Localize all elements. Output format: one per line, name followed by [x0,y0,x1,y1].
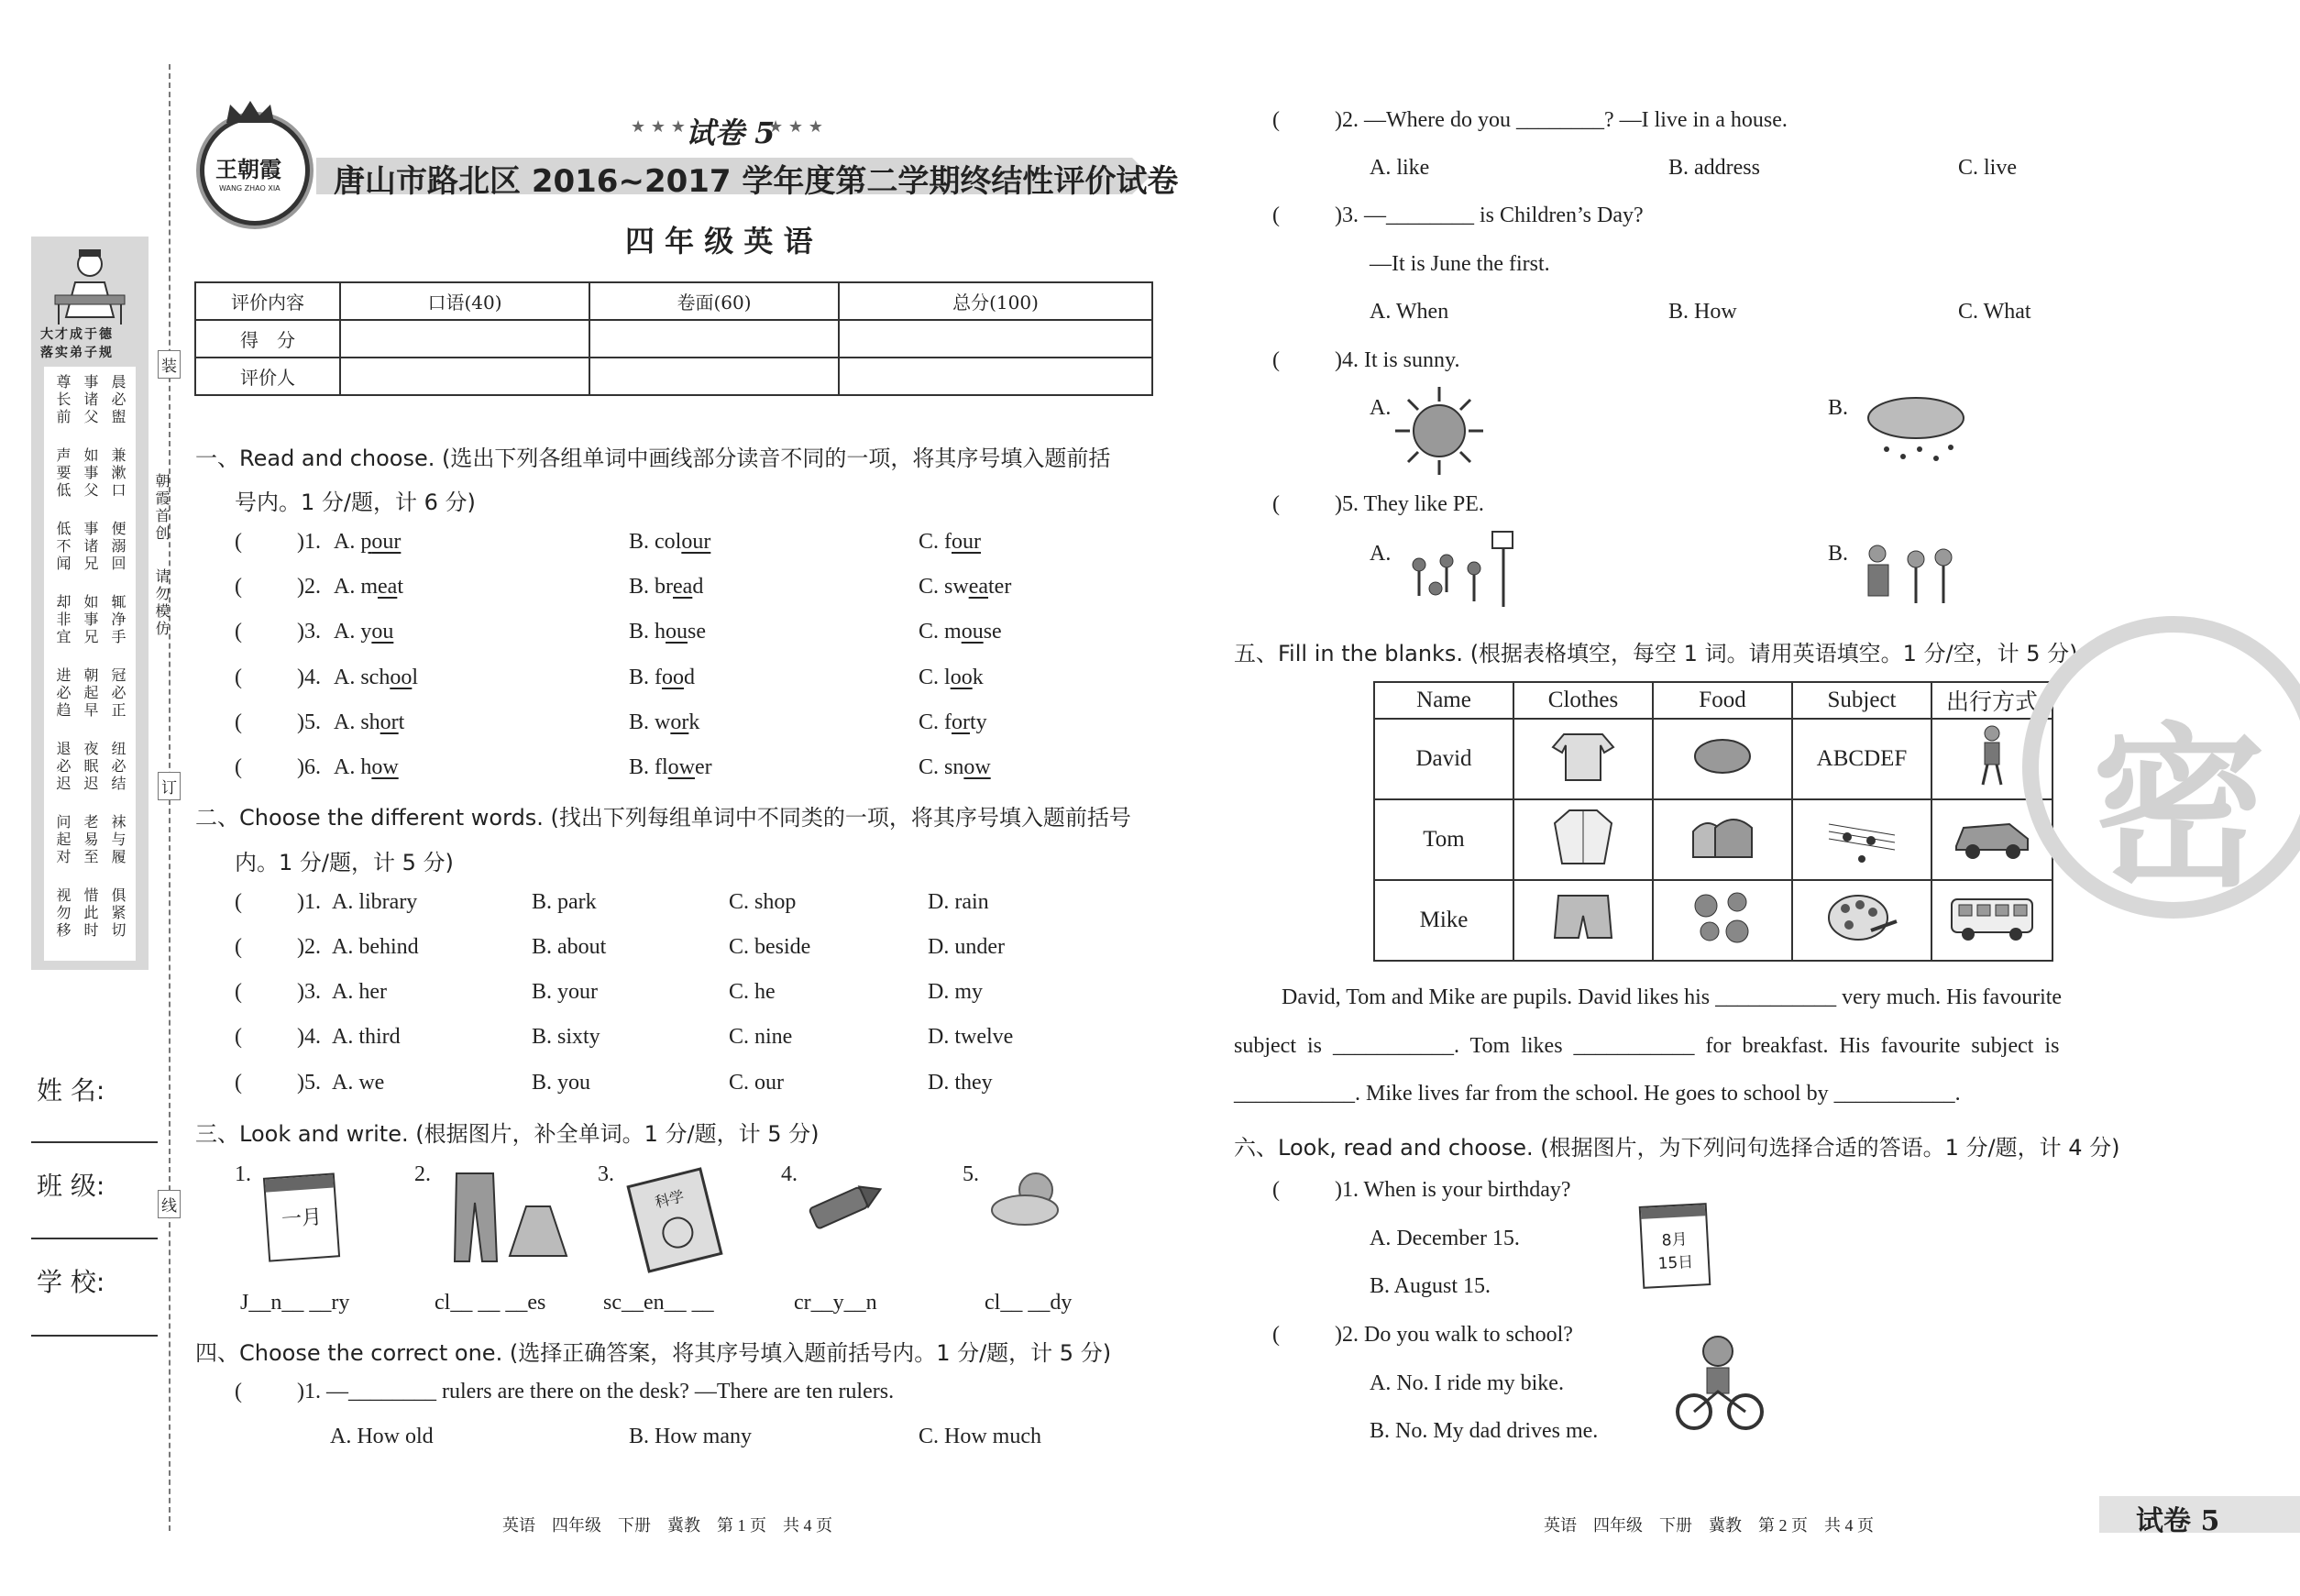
item-number: )3. [297,980,321,1004]
bread-icon [1653,799,1792,880]
s4-q2-opt-a[interactable]: A. like [1370,156,1430,180]
motto-column: 声要低 [54,447,72,500]
motto-column: 俱紧切 [109,887,127,940]
motto-columns [44,367,136,961]
option-d[interactable]: D. rain [928,890,989,914]
option-prefix: A. h [334,755,372,779]
option-suffix: d [684,666,695,689]
answer-paren[interactable]: ( [235,1380,242,1403]
option-b[interactable] [629,710,699,735]
option-c[interactable] [919,620,1002,644]
option-d[interactable]: D. twelve [928,1025,1014,1049]
option-underlined: oo [950,666,973,689]
motto-column: 惜此时 [82,887,99,940]
motto-title-2: 落实弟子规 [40,346,114,360]
s4-q1-opt-c[interactable]: C. How much [919,1425,1041,1448]
answer-paren[interactable]: ( [235,980,242,1004]
option-c[interactable] [919,530,981,555]
s4-q1-opt-b[interactable]: B. How many [629,1425,752,1448]
option-suffix: t [397,575,403,599]
basketball-kids-icon [1403,528,1516,611]
motto-column: 事诸父 [82,374,99,426]
option-b[interactable]: B. your [532,980,598,1004]
s6-q1-opt-a[interactable]: A. December 15. [1370,1227,1520,1250]
s4-q2-opt-c[interactable]: C. live [1958,156,2017,180]
option-prefix: C. sn [919,755,964,779]
option-d[interactable]: D. they [928,1071,993,1095]
shorts-icon [1513,880,1653,961]
option-c[interactable]: C. beside [729,935,811,959]
fill-name-mike: Mike [1374,880,1513,961]
option-a[interactable] [334,530,401,555]
option-underlined: oo [390,666,413,689]
s4-q4-opt-b[interactable]: B. [1828,396,1849,420]
option-c[interactable] [919,710,987,735]
item-number: )3. [297,620,321,644]
s3-num-1: 1. [235,1162,251,1186]
option-part: p [360,530,372,554]
option-prefix: B. w [629,710,671,734]
option-prefix: A. sch [334,666,391,689]
bus-icon [1931,880,2052,961]
s4-q5-opt-b[interactable]: B. [1828,542,1849,566]
option-a[interactable] [334,620,393,644]
option-underlined: ou [961,620,984,644]
option-suffix: ty [970,710,987,734]
section6-heading: 六、Look, read and choose. (根据图片，为下列问句选择合适的答语。1 分/题，计 4 分) [1234,1135,2120,1161]
item-number: )2. [297,935,321,959]
s3-word-4: cr__y__n [794,1291,877,1315]
option-underlined: oo [662,666,684,689]
cloudy-sun-icon [988,1166,1067,1230]
fill-name-david: David [1374,719,1513,799]
option-underlined: ea [378,575,398,599]
option-prefix: B. h [629,620,666,644]
section1-heading: 一、Read and choose. (选出下列各组单词中画线部分读音不同的一项，将其序号填入题前括 [195,446,1111,471]
option-suffix: se [688,620,707,644]
motto-column: 问起对 [54,814,72,866]
option-underlined: ou [666,620,688,644]
option-prefix: B. col [629,530,682,554]
motto-column: 朝起早 [82,667,99,720]
option-underlined: ea [968,575,988,599]
score-header-3: 卷面(60) [589,282,839,320]
option-prefix: C. sw [919,575,969,599]
option-suffix: ter [988,575,1012,599]
option-prefix: C. l [919,666,951,689]
option-c[interactable]: C. he [729,980,776,1004]
motto-column: 事诸兄 [82,521,99,573]
option-suffix: t [398,710,405,734]
score-table [194,281,1153,396]
s4-q1: )1. —________ rulers are there on the desk? —There are ten rulers. [297,1380,895,1403]
answer-paren[interactable]: ( [1272,1323,1280,1347]
option-suffix: se [983,620,1002,644]
score-cell[interactable] [589,358,839,395]
option-suffix: d [692,575,704,599]
sun-icon [1393,385,1485,477]
option-a[interactable] [334,710,404,735]
option-prefix: B. br [629,575,673,599]
item-number: )6. [297,755,321,779]
option-underlined: our [952,530,981,554]
motto-column: 晨必盥 [109,374,127,426]
s4-q4: )4. It is sunny. [1335,348,1460,372]
answer-paren[interactable]: ( [235,666,242,689]
score-cell[interactable] [340,358,589,395]
crayon-icon [805,1177,887,1232]
name-label: 姓 名: [37,1075,105,1106]
option-b[interactable]: B. about [532,935,607,959]
s4-q4-opt-a[interactable]: A. [1370,396,1392,420]
motto-column: 冠必正 [109,667,127,720]
option-c[interactable] [919,755,991,780]
fill-header-clothes: Clothes [1513,682,1653,719]
s4-q2-opt-b[interactable]: B. address [1668,156,1760,180]
item-number: )4. [297,666,321,689]
motto-column: 兼漱口 [109,447,127,500]
stars-left: ★ ★ ★ [631,117,686,137]
school-field[interactable] [31,1335,158,1337]
option-a[interactable]: A. third [332,1025,401,1049]
option-b[interactable] [629,620,706,644]
motto-column: 却非宜 [54,594,72,646]
option-a[interactable]: A. we [332,1071,385,1095]
option-underlined: ow [667,755,696,779]
option-suffix: er [695,755,712,779]
logo-text: 王朝霞 [215,156,281,182]
option-underlined: ow [371,755,399,779]
motto-column: 袜与履 [109,814,127,866]
option-underlined: or [380,710,399,734]
s4-q2: )2. —Where do you ________? —I live in a house. [1335,108,1788,132]
fill-header-name: Name [1374,682,1513,719]
option-suffix: l [412,666,418,689]
sweater-icon [1513,719,1653,799]
answer-paren[interactable]: ( [1272,1178,1280,1202]
motto-column: 尊长前 [54,374,72,426]
answer-paren[interactable]: ( [1272,108,1280,132]
answer-paren[interactable]: ( [235,935,242,959]
rain-cloud-icon [1861,391,1971,473]
s4-q5: )5. They like PE. [1335,492,1484,516]
motto-column: 辄净手 [109,594,127,646]
option-d[interactable]: D. under [928,935,1005,959]
exam-subtitle: 四 年 级 英 语 [625,224,813,259]
section2-heading: 二、Choose the different words. (找出下列每组单词中不同类的一项，将其序号填入题前括号 [195,805,1131,831]
s3-word-1: J__n__ __ry [240,1291,350,1315]
motto-panel [31,237,149,970]
calendar-text: 一月 [281,1205,323,1232]
fill-david-subject: ABCDEF [1792,719,1931,799]
motto-column: 纽必结 [109,741,127,793]
bike-boy-icon [1674,1333,1766,1434]
item-number: )1. [297,530,321,554]
item-number: )5. [297,1071,321,1095]
motto-column: 视勿移 [54,887,72,940]
exam-title: 唐山市路北区 2016~2017 学年度第二学期终结性评价试卷 [334,163,1179,200]
answer-paren[interactable]: ( [235,755,242,779]
option-b[interactable]: B. sixty [532,1025,600,1049]
s4-q3-opt-a[interactable]: A. When [1370,300,1449,324]
music-notes-icon [1792,799,1931,880]
score-row-label: 评价人 [195,358,340,395]
option-underlined: ow [963,755,991,779]
option-c[interactable]: C. nine [729,1025,793,1049]
s5-passage-3: ___________. Mike lives far from the school. He goes to school by ___________. [1234,1082,1961,1106]
option-b[interactable] [629,666,695,690]
option-b[interactable]: B. you [532,1071,591,1095]
fill-name-tom: Tom [1374,799,1513,880]
option-b[interactable] [629,575,703,600]
option-underlined: ou [371,620,394,644]
item-number: )1. [297,890,321,914]
option-underlined: ea [673,575,693,599]
seal-watermark: 密 [2022,616,2300,919]
calendar-month: 8月 [1661,1230,1689,1250]
motto-column: 老易至 [82,814,99,866]
s4-q5-opt-a[interactable]: A. [1370,542,1392,566]
answer-paren[interactable]: ( [235,575,242,599]
answer-paren[interactable]: ( [1272,348,1280,372]
s6-q1: )1. When is your birthday? [1335,1178,1571,1202]
egg-icon [1653,719,1792,799]
scholar-icon [48,244,132,328]
option-suffix: k [688,710,700,734]
s6-q1-opt-b[interactable]: B. August 15. [1370,1274,1491,1298]
crown-icon [223,99,278,125]
s5-passage-2: subject is ___________. Tom likes ___________ for breakfast. His favourite subject is [1234,1034,2060,1058]
option-c[interactable] [919,575,1011,600]
name-field[interactable] [31,1141,158,1143]
motto-column: 低不闻 [54,521,72,573]
fill-table [1373,681,2053,962]
answer-paren[interactable]: ( [235,620,242,644]
cut-label-1: 装 [158,350,181,379]
section2-heading-cont: 内。1 分/题，计 5 分) [235,850,454,875]
option-c[interactable]: C. our [729,1071,784,1095]
option-underlined: our [681,530,711,554]
option-b[interactable] [629,755,712,780]
vegetables-icon [1653,880,1792,961]
book-text: 科学 [653,1187,687,1212]
section3-heading: 三、Look and write. (根据图片，补全单词。1 分/题，计 5 分) [195,1121,820,1147]
stars-right: ★ ★ ★ [768,117,823,137]
s4-q1-opt-a[interactable]: A. How old [330,1425,434,1448]
calendar-day: 15日 [1657,1252,1694,1273]
s5-passage-1: David, Tom and Mike are pupils. David likes his ___________ very much. His favourite [1282,985,2063,1009]
s4-q3-opt-c[interactable]: C. What [1958,300,2031,324]
science-book-icon [626,1167,722,1272]
s3-num-5: 5. [963,1162,979,1186]
fill-header-food: Food [1653,682,1792,719]
logo-emblem [200,116,310,226]
answer-paren[interactable]: ( [235,710,242,734]
footer-right: 英语 四年级 下册 冀教 第 2 页 共 4 页 [1544,1516,1874,1535]
score-cell[interactable] [340,320,589,358]
option-a[interactable]: A. her [332,980,387,1004]
calendar-icon [263,1172,340,1261]
s3-num-2: 2. [414,1162,431,1186]
school-label: 学 校: [37,1267,105,1297]
motto-column: 夜眠迟 [82,741,99,793]
score-header-4: 总分(100) [839,282,1152,320]
answer-paren[interactable]: ( [1272,492,1280,516]
warning-text-2: 请勿模仿 [153,568,171,638]
section4-heading: 四、Choose the correct one. (选择正确答案，将其序号填入题前括号内。1 分/题，计 5 分) [195,1340,1112,1366]
item-number: )2. [297,575,321,599]
option-suffix: k [972,666,984,689]
score-row-label: 得 分 [195,320,340,358]
music-kids-icon [1861,539,1962,612]
option-b[interactable] [629,530,710,555]
option-prefix: B. f [629,666,662,689]
s4-q3-answer-line: —It is June the first. [1370,252,1550,276]
option-a[interactable] [334,575,403,600]
option-b[interactable]: B. park [532,890,597,914]
palette-icon [1792,880,1931,961]
option-d[interactable]: D. my [928,980,983,1004]
option-a[interactable] [334,755,399,780]
class-label: 班 级: [37,1171,105,1201]
answer-paren[interactable]: ( [235,1071,242,1095]
option-prefix: A. sh [334,710,380,734]
s4-q3-opt-b[interactable]: B. How [1668,300,1737,324]
fill-header-subject: Subject [1792,682,1931,719]
clothes-icon [449,1170,578,1265]
option-underlined: or [670,710,689,734]
warning-text-1: 朝霞首创 [153,473,171,543]
motto-column: 如事父 [82,447,99,500]
section5-heading: 五、Fill in the blanks. (根据表格填空，每空 1 词。请用英语填空。1 分/空，计 5 分) [1234,641,2078,666]
s3-num-3: 3. [598,1162,614,1186]
score-header-1: 评价内容 [195,282,340,320]
answer-paren[interactable]: ( [235,890,242,914]
s6-q2-opt-a[interactable]: A. No. I ride my bike. [1370,1371,1564,1395]
motto-column: 退必迟 [54,741,72,793]
answer-paren[interactable]: ( [235,530,242,554]
option-underlined [360,530,401,554]
option-c[interactable]: C. shop [729,890,797,914]
answer-paren[interactable]: ( [1272,204,1280,227]
birthday-calendar-icon [1639,1203,1711,1289]
paper-badge: 试卷 5 [686,116,776,150]
option-prefix: A. y [334,620,372,644]
option-a[interactable]: A. behind [332,935,419,959]
score-cell[interactable] [839,358,1152,395]
option-prefix: A. [334,530,361,554]
motto-column: 如事兄 [82,594,99,646]
option-prefix: A. m [334,575,378,599]
option-part: our [371,530,402,554]
score-header-2: 口语(40) [340,282,589,320]
s6-q2: )2. Do you walk to school? [1335,1323,1573,1347]
s4-q3: )3. —________ is Children’s Day? [1335,204,1644,227]
cut-label-3: 线 [158,1190,181,1218]
option-c[interactable] [919,666,984,690]
cut-label-2: 订 [158,772,181,800]
shirt-icon [1513,799,1653,880]
class-field[interactable] [31,1238,158,1239]
option-a[interactable] [334,666,418,690]
motto-column: 进必趋 [54,667,72,720]
section1-heading-cont: 号内。1 分/题，计 6 分) [235,490,476,515]
option-prefix: C. f [919,710,952,734]
footer-left: 英语 四年级 下册 冀教 第 1 页 共 4 页 [502,1516,832,1535]
answer-paren[interactable]: ( [235,1025,242,1049]
score-cell[interactable] [839,320,1152,358]
corner-badge: 试卷 5 [2136,1505,2220,1537]
s3-num-4: 4. [781,1162,798,1186]
option-a[interactable]: A. library [332,890,418,914]
option-prefix: C. f [919,530,952,554]
s3-word-5: cl__ __dy [985,1291,1073,1315]
s6-q2-opt-b[interactable]: B. No. My dad drives me. [1370,1419,1599,1443]
fill-header-transport: 出行方式 [1931,682,2052,719]
score-cell[interactable] [589,320,839,358]
s3-word-3: sc__en__ __ [603,1291,714,1315]
logo-subtext: WANG ZHAO XIA [219,184,281,193]
item-number: )4. [297,1025,321,1049]
motto-column: 便溺回 [109,521,127,573]
motto-title-1: 大才成于德 [40,327,114,342]
option-underlined: or [952,710,970,734]
option-prefix: C. m [919,620,962,644]
option-prefix: B. fl [629,755,668,779]
item-number: )5. [297,710,321,734]
s3-word-2: cl__ __ __es [435,1291,546,1315]
